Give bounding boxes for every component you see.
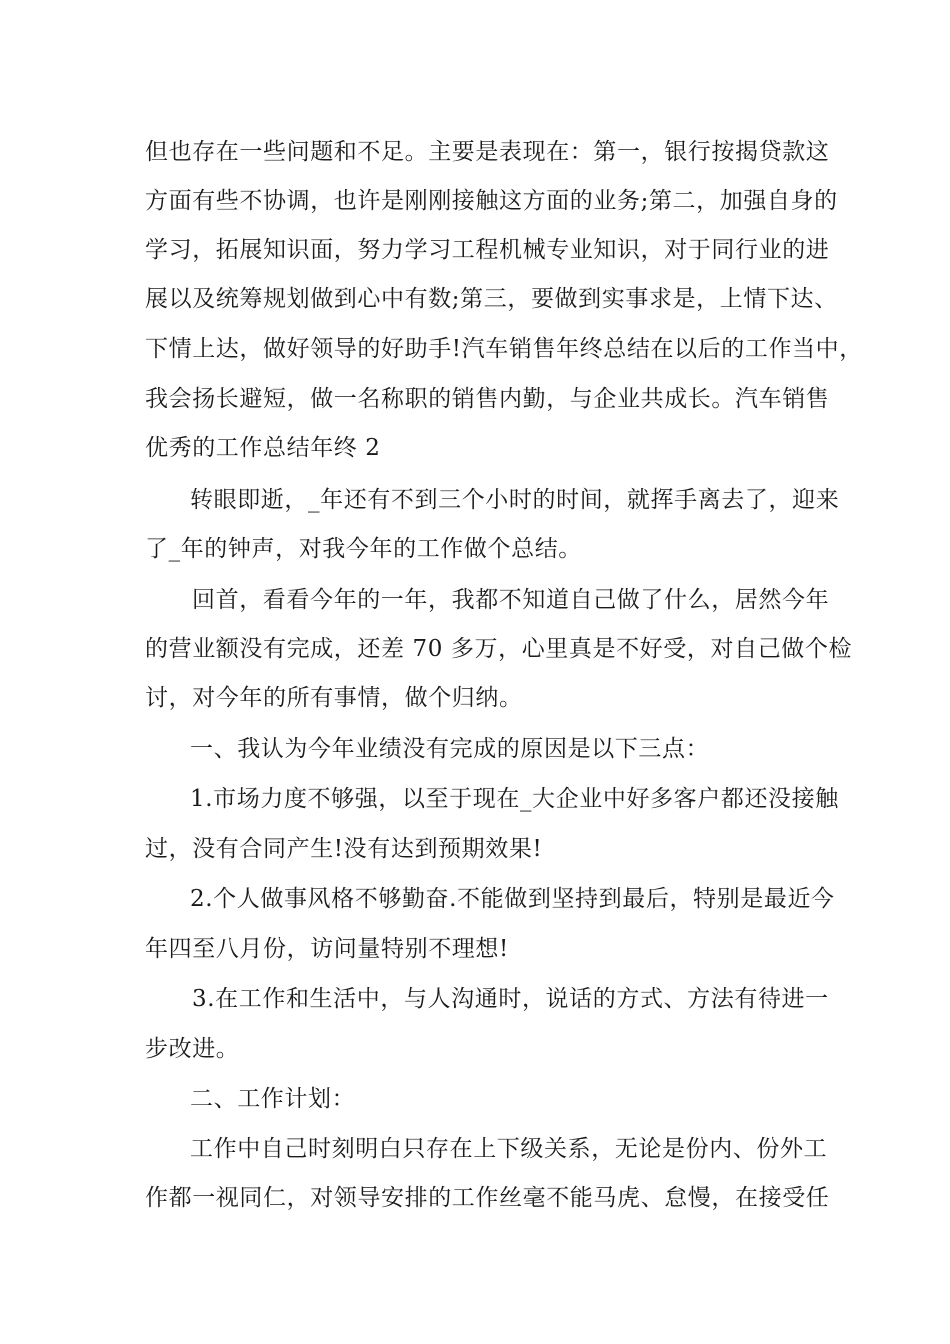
text-line: 方面有些不协调，也许是刚刚接触这方面的业务;第二，加强自身的	[145, 188, 838, 214]
paragraph-start: 转眼即逝，_年还有不到三个小时的时间，就挥手离去了，迎来	[190, 487, 840, 513]
text-line: 我会扬长避短，做一名称职的销售内勤，与企业共成长。汽车销售	[145, 386, 830, 412]
text-line: 过，没有合同产生!没有达到预期效果!	[145, 836, 543, 862]
text-line: 讨，对今年的所有事情，做个归纳。	[145, 685, 523, 711]
paragraph-start: 回首，看看今年的一年，我都不知道自己做了什么，居然今年	[192, 587, 830, 613]
section-heading: 一、我认为今年业绩没有完成的原因是以下三点：	[190, 736, 710, 762]
text-line: 优秀的工作总结年终 2	[145, 435, 381, 461]
text-line: 的营业额没有完成，还差 70 多万，心里真是不好受，对自己做个检	[145, 636, 853, 662]
text-line: 了_年的钟声，对我今年的工作做个总结。	[145, 536, 582, 562]
text-line: 展以及统筹规划做到心中有数;第三，要做到实事求是，上情下达、	[145, 286, 838, 312]
list-item: 1.市场力度不够强，以至于现在_大企业中好多客户都还没接触	[190, 786, 839, 812]
list-item: 2.个人做事风格不够勤奋.不能做到坚持到最后，特别是最近今	[190, 886, 835, 912]
text-line: 步改进。	[145, 1036, 240, 1062]
text-line: 下情上达，做好领导的好助手!汽车销售年终总结在以后的工作当中，	[145, 336, 863, 362]
text-line: 年四至八月份，访问量特别不理想!	[145, 936, 509, 962]
paragraph-start: 工作中自己时刻明白只存在上下级关系，无论是份内、份外工	[190, 1136, 828, 1162]
section-heading: 二、工作计划：	[190, 1086, 356, 1112]
text-line: 作都一视同仁，对领导安排的工作丝毫不能马虎、怠慢，在接受任	[145, 1185, 830, 1211]
text-line: 但也存在一些问题和不足。主要是表现在：第一，银行按揭贷款这	[145, 139, 830, 165]
text-line: 学习，拓展知识面，努力学习工程机械专业知识，对于同行业的进	[145, 237, 830, 263]
list-item: 3.在工作和生活中，与人沟通时，说话的方式、方法有待进一	[192, 986, 829, 1012]
